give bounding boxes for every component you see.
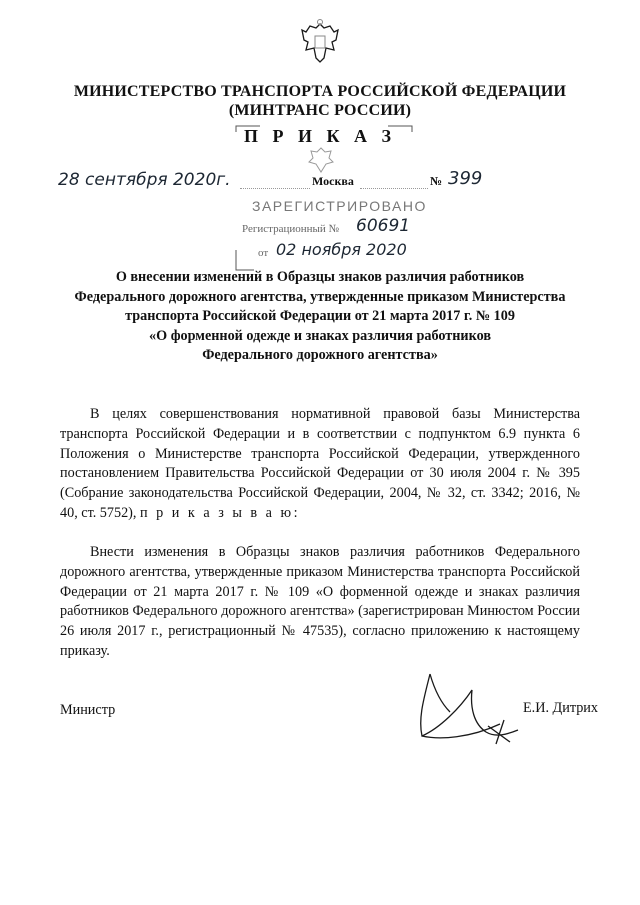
registration-number: 60691 bbox=[356, 216, 411, 236]
number-sign: № bbox=[430, 174, 443, 188]
city-name: Москва bbox=[312, 174, 354, 188]
registration-date: 02 ноября 2020 bbox=[276, 240, 407, 259]
order-verb: п р и к а з ы в а ю: bbox=[140, 504, 301, 521]
order-date: 28 сентября 2020г. bbox=[58, 170, 231, 190]
handwritten-signature bbox=[400, 668, 530, 748]
title-line: транспорта Российской Федерации от 21 марта 2017 г. № 109 bbox=[125, 308, 515, 324]
order-number: 399 bbox=[448, 168, 483, 189]
date-dotted-line bbox=[240, 178, 310, 189]
order-title bbox=[60, 268, 580, 366]
registration-number-label: Регистрационный № bbox=[242, 223, 340, 235]
coat-of-arms-emblem bbox=[298, 18, 342, 68]
title-line: Федерального дорожного агентства» bbox=[202, 347, 438, 363]
registration-stamp-title: ЗАРЕГИСТРИРОВАНО bbox=[252, 198, 427, 214]
title-line: «О форменной одежде и знаках различия работников bbox=[149, 327, 491, 344]
operative-paragraph: Внести изменения в Образцы знаков различия работников Федерального дорожного агентства, утвержденные приказом Министерства транспорта Российской Федерации от 21 марта 2017 г. № 109 «О форменной одежде и знаках различия работников Федерального дорожного агентства» (зарегистрирован Минюстом России 26 июля 2017 г., регистрационный № 47535), согласно приложению к настоящему приказу. bbox=[60, 544, 580, 659]
ministry-name: МИНИСТЕРСТВО ТРАНСПОРТА РОССИЙСКОЙ ФЕДЕРАЦИИ bbox=[73, 83, 567, 100]
title-line: Федерального дорожного агентства, утвержденные приказом Министерства bbox=[74, 288, 566, 305]
title-line: О внесении изменений в Образцы знаков различия работников bbox=[115, 269, 525, 285]
signer-name: Е.И. Дитрих bbox=[523, 700, 598, 716]
order-heading: П Р И К А З bbox=[243, 126, 397, 146]
registration-date-label: от bbox=[258, 247, 269, 259]
number-dotted-line bbox=[360, 178, 428, 189]
stamp-emblem-icon bbox=[306, 145, 336, 175]
preamble-paragraph bbox=[60, 405, 580, 524]
signer-position: Министр bbox=[60, 702, 116, 718]
ministry-short-name: (МИНТРАНС РОССИИ) bbox=[228, 102, 412, 119]
preamble-text: В целях совершенствования нормативной правовой базы Министерства транспорта Российской Федерации и в соответствии с подпунктом 6.9 пункта 6 Положения о Министерстве транспорта Российской Федерации, утвержденного постановлением Правительства Российской Федерации от 30 июля 2004 г. № 395 (Собрание законодательства Российской Федерации, 2004, № 32, ст. 3342; 2016, № 40, ст. 5752), bbox=[60, 406, 580, 521]
